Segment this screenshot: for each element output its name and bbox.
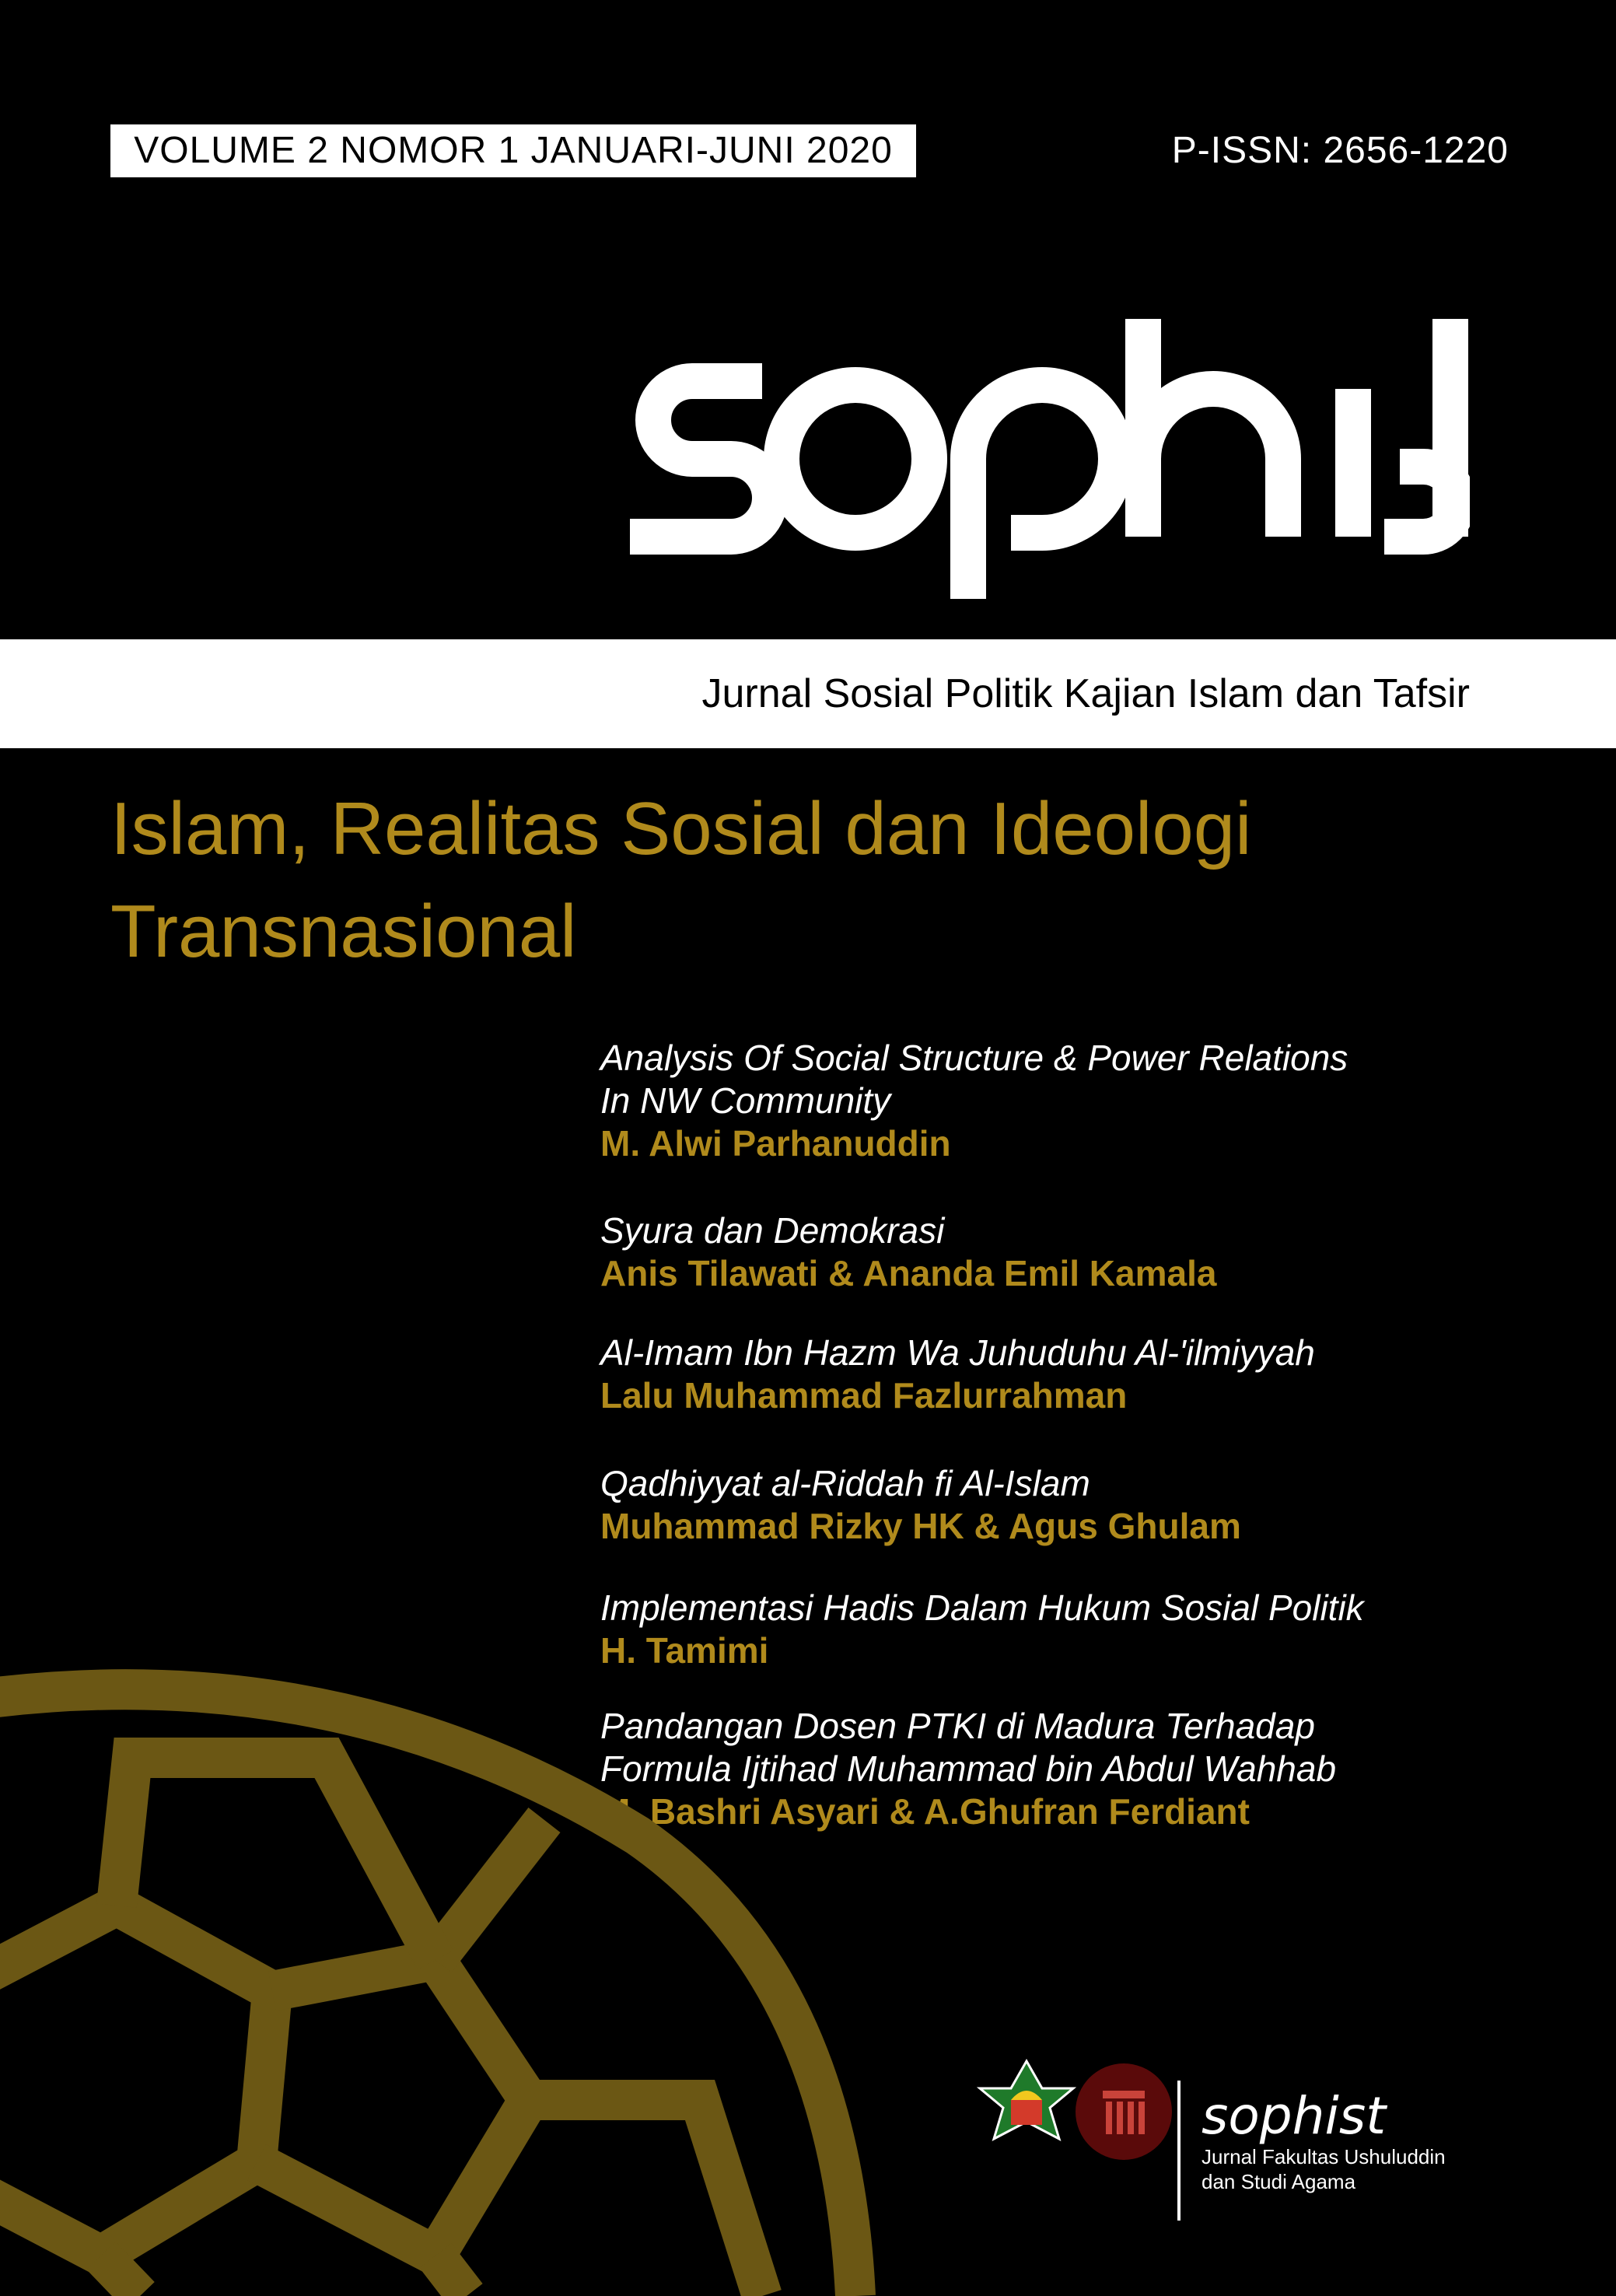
article-5 — [600, 1587, 1534, 1672]
article-author: M. Bashri Asyari & A.Ghufran Ferdiant — [600, 1791, 1250, 1832]
footer-subtitle: Jurnal Fakultas Ushuluddin dan Studi Agama — [1202, 2145, 1446, 2193]
faculty-emblem-icon — [1076, 2063, 1172, 2160]
issn-label: P-ISSN: 2656-1220 — [1171, 130, 1509, 171]
sophist-logo — [607, 303, 1470, 614]
journal-subtitle: Jurnal Sosial Politik Kajian Islam dan Tafsir — [701, 671, 1470, 716]
article-author: M. Alwi Parhanuddin — [600, 1123, 951, 1164]
university-emblem-icon — [980, 2061, 1073, 2139]
article-3 — [600, 1332, 1534, 1417]
volume-label: VOLUME 2 NOMOR 1 JANUARI-JUNI 2020 — [110, 124, 916, 177]
article-title: Al-Imam Ibn Hazm Wa Juhuduhu Al-'ilmiyyah — [600, 1332, 1315, 1373]
article-author: H. Tamimi — [600, 1630, 769, 1671]
footer-divider — [1177, 2081, 1181, 2221]
issue-theme: Islam, Realitas Sosial dan Ideologi Transnasional — [110, 787, 1252, 973]
article-title: Analysis Of Social Structure & Power Relations In NW Community — [600, 1038, 1348, 1121]
footer-brand — [1202, 2088, 1528, 2194]
article-title: Qadhiyyat al-Riddah fi Al-Islam — [600, 1463, 1090, 1503]
article-title: Pandangan Dosen PTKI di Madura Terhadap Formula Ijtihad Muhammad bin Abdul Wahhab — [600, 1706, 1337, 1789]
article-title: Implementasi Hadis Dalam Hukum Sosial Politik — [600, 1587, 1364, 1628]
article-4 — [600, 1462, 1534, 1548]
article-author: Muhammad Rizky HK & Agus Ghulam — [600, 1506, 1241, 1546]
islamic-star-ornament — [0, 1664, 933, 2296]
article-author: Lalu Muhammad Fazlurrahman — [600, 1375, 1128, 1416]
subtitle-band — [0, 639, 1616, 748]
article-2 — [600, 1209, 1534, 1295]
footer-logo-text: sophist — [1202, 2086, 1387, 2146]
article-author: Anis Tilawati & Ananda Emil Kamala — [600, 1253, 1217, 1293]
article-title: Syura dan Demokrasi — [600, 1210, 945, 1251]
article-1 — [600, 1037, 1534, 1165]
